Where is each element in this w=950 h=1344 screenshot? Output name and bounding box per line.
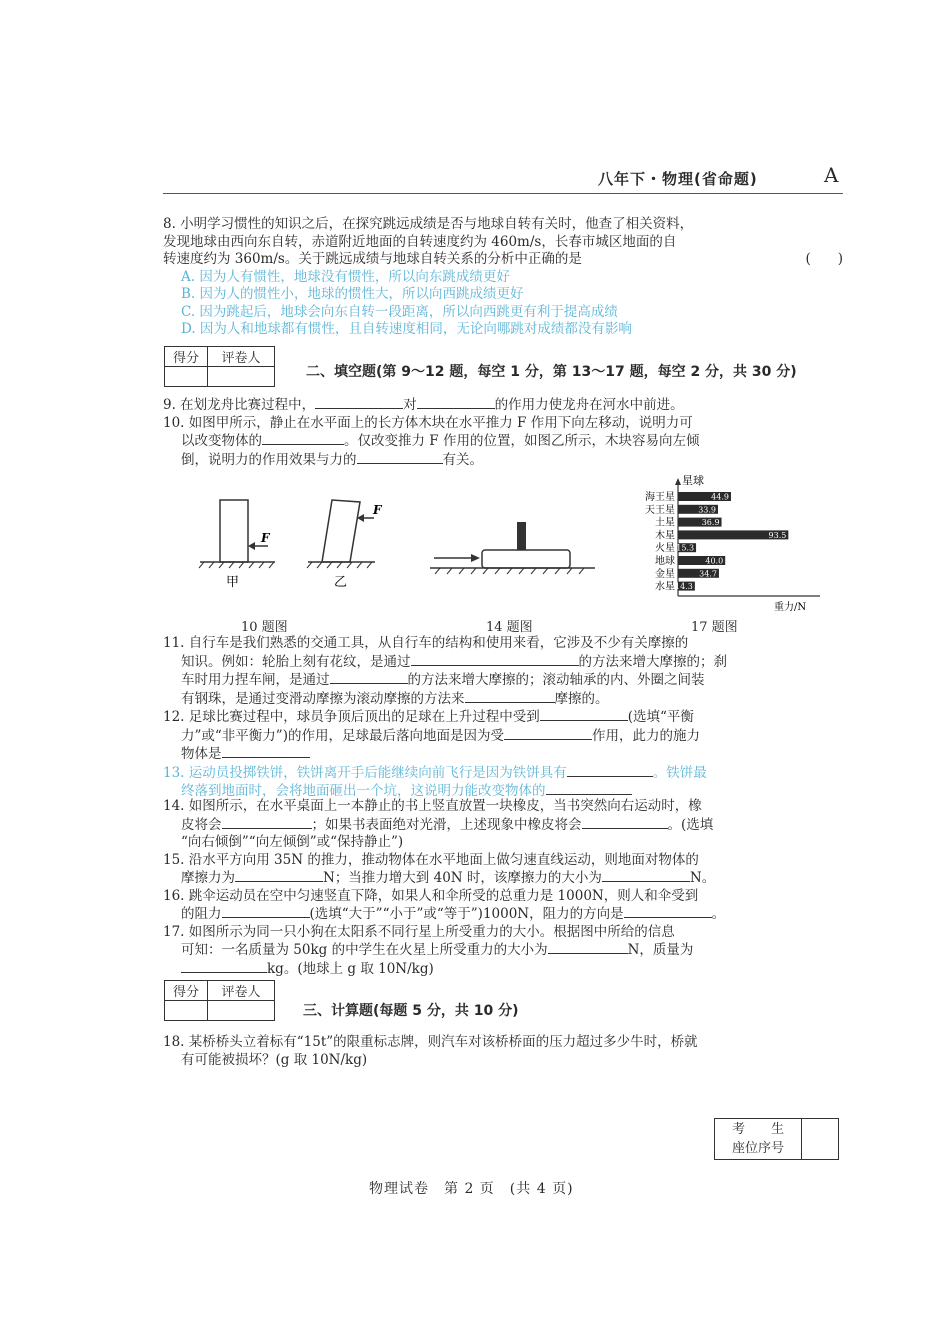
q11-text-2b: 的方法来增大摩擦的；刹 xyxy=(578,653,727,670)
chart-category-label: 土星 xyxy=(655,517,675,529)
q17-line-1: 17. 如图所示为同一只小狗在太阳系不同行星上所受重力的大小。根据图中所给的信息 xyxy=(163,923,675,940)
q11-blank-2 xyxy=(330,671,408,684)
chart-x-axis-label: 重力/N xyxy=(774,602,807,613)
paper-version-letter: A xyxy=(824,163,839,187)
q11-blank-1 xyxy=(411,653,579,666)
question-18 xyxy=(163,1034,843,1069)
q10-text-2a: 以改变物体的 xyxy=(181,433,262,449)
q17-text-2b: N，质量为 xyxy=(627,942,694,958)
q14-text-2b: ；如果书表面绝对光滑，上述现象中橡皮将会 xyxy=(311,816,582,833)
q10-text-3a: 倒，说明力的作用效果与力的 xyxy=(181,451,357,468)
q11-text-3a: 车时用力捏车闸，是通过 xyxy=(181,672,330,688)
q9-text-b: 对 xyxy=(403,397,417,413)
q14-text-2a: 皮将会 xyxy=(181,816,222,833)
q15-blank-2 xyxy=(602,869,690,882)
q10-blank-2 xyxy=(357,451,443,464)
score-cell xyxy=(165,367,208,387)
q12-blank-3 xyxy=(222,745,310,758)
q9-text-c: 的作用力使龙舟在河水中前进。 xyxy=(494,397,684,413)
question-11-13 xyxy=(163,635,843,801)
grader-label-3: 评卷人 xyxy=(208,981,275,1001)
q16-text-2a: 的阻力 xyxy=(181,906,222,922)
chart-value-label: 15.3 xyxy=(676,543,695,553)
q11-blank-3 xyxy=(465,690,555,703)
q17-blank-2 xyxy=(181,960,267,973)
q12-text-2a: 力”或“非平衡力”)的作用，足球最后落向地面是因为受 xyxy=(181,727,504,744)
q14-blank-2 xyxy=(582,816,668,829)
chart-value-label: 40.0 xyxy=(705,556,724,566)
q16-text-2b: (选填“大于”“小于”或“等于”)1000N，阻力的方向是 xyxy=(309,906,624,922)
q8-option-a: A. 因为人有惯性，地球没有惯性，所以向东跳成绩更好 xyxy=(181,268,510,285)
q11-text-4a: 有钢珠，是通过变滑动摩擦为滚动摩擦的方法来 xyxy=(181,690,465,707)
q9-blank-2 xyxy=(417,396,495,409)
q13-text-1a: 13. 运动员投掷铁饼，铁饼离开手后能继续向前飞行是因为铁饼具有 xyxy=(163,764,567,781)
seat-label-line-1: 考 生 xyxy=(731,1122,784,1137)
question-9-10 xyxy=(163,396,843,469)
question-9 xyxy=(163,396,843,415)
q13-text-1b: 。铁饼最 xyxy=(652,764,707,781)
fig10-caption: 10 题图 xyxy=(241,620,288,635)
score-label: 得分 xyxy=(165,347,208,367)
q16-line-1: 16. 跳伞运动员在空中匀速竖直下降，如果人和伞所受的总重力是 1000N，则人和伞受到 xyxy=(163,887,699,904)
q11-text-4b: 摩擦的。 xyxy=(554,690,609,707)
figures-10-14 xyxy=(190,490,610,600)
q14-line-1: 14. 如图所示，在水平桌面上一本静止的书上竖直放置一块橡皮，当书突然向右运动时，橡 xyxy=(163,798,702,814)
fig17-caption: 17 题图 xyxy=(691,620,738,635)
section-3-title: 三、计算题(每题 5 分，共 10 分) xyxy=(303,1003,519,1019)
q10-text-2b: 。仅改变推力 F 作用的位置，如图乙所示，木块容易向左倾 xyxy=(344,433,700,449)
q10-line-1: 10. 如图甲所示，静止在水平面上的长方体木块在水平推力 F 作用下向左移动，说明力可 xyxy=(163,414,693,431)
fig10-label-yi: 乙 xyxy=(334,575,348,590)
chart-value-label: 44.9 xyxy=(711,492,729,502)
q12-blank-1 xyxy=(540,708,628,721)
score-box-section-3 xyxy=(164,980,275,1021)
q8-option-b: B. 因为人的惯性小，地球的惯性大，所以向西跳成绩更好 xyxy=(181,286,524,302)
chart-category-label: 木星 xyxy=(655,530,675,542)
chart-category-label: 地球 xyxy=(655,556,675,567)
chart-category-label: 火星 xyxy=(655,543,675,555)
fig14-book-and-eraser xyxy=(430,522,595,574)
seat-number-cell xyxy=(802,1119,839,1160)
chart-y-axis-arrow xyxy=(675,478,681,485)
q15-blank-1 xyxy=(235,869,323,882)
q11-text-3b: 的方法来增大摩擦的；滚动轴承的内、外圈之间装 xyxy=(407,672,705,688)
q12-blank-2 xyxy=(504,727,592,740)
q13-blank-1 xyxy=(567,764,653,777)
q8-answer-paren: ( ) xyxy=(805,251,843,267)
q8-line-1: 8. 小明学习惯性的知识之后，在探究跳远成绩是否与地球自转有关时，他查了相关资料， xyxy=(163,216,694,232)
chart-category-label: 水星 xyxy=(655,581,675,593)
q16-text-2c: 。 xyxy=(711,906,726,922)
q9-text-a: 9. 在划龙舟比赛过程中， xyxy=(163,397,316,413)
q17-blank-1 xyxy=(548,941,628,954)
q12-text-1a: 12. 足球比赛过程中，球员争顶后顶出的足球在上升过程中受到 xyxy=(163,709,540,725)
chart-value-label: 34.7 xyxy=(699,569,717,579)
q17-text-2a: 可知：一名质量为 50kg 的中学生在火星上所受重力的大小为 xyxy=(181,942,548,958)
grader-label: 评卷人 xyxy=(208,347,275,367)
q8-option-d: D. 因为人和地球都有惯性，且自转速度相同，无论向哪跳对成绩都没有影响 xyxy=(181,321,632,337)
q13-text-2a: 终落到地面时，会将地面砸出一个坑，这说明力能改变物体的 xyxy=(181,783,546,799)
chart-category-label: 天王星 xyxy=(645,504,675,516)
section-2-title: 二、填空题(第 9～12 题，每空 1 分，第 13～17 题，每空 2 分，共 30 分) xyxy=(306,364,797,380)
fig17-gravity-bar-chart xyxy=(620,470,840,615)
q12-text-3a: 物体是 xyxy=(181,746,222,762)
seat-label-line-2: 座位序号 xyxy=(731,1141,784,1156)
q10-blank-1 xyxy=(262,432,344,445)
chart-category-label: 海王星 xyxy=(645,492,675,503)
chart-category-label: 金星 xyxy=(655,568,675,580)
q16-blank-2 xyxy=(624,905,712,918)
q8-line-3: 转速度约为 360m/s。关于跳远成绩与地球自转关系的分析中正确的是 xyxy=(163,251,582,267)
q10-text-3b: 有关。 xyxy=(442,451,483,468)
page-footer: 物理试卷 第 2 页 (共 4 页) xyxy=(369,1181,574,1197)
chart-y-axis-label: 星球 xyxy=(682,474,704,487)
q15-line-1: 15. 沿水平方向用 35N 的推力，推动物体在水平地面上做匀速直线运动，则地面对物体的 xyxy=(163,851,699,868)
q12-text-2b: 作用，此力的施力 xyxy=(591,727,700,744)
q17-text-3b: kg。(地球上 g 取 10N/kg) xyxy=(267,960,434,977)
seat-number-box xyxy=(714,1118,839,1160)
q16-blank-1 xyxy=(222,905,310,918)
q8-line-2: 发现地球由西向东自转，赤道附近地面的自转速度约为 460m/s，长春市城区地面的自 xyxy=(163,233,677,250)
q14-line-3: “向右倾倒”“向左倾倒”或“保持静止”) xyxy=(181,834,404,850)
q8-option-c: C. 因为跳起后，地球会向东自转一段距离，所以向西跳更有利于提高成绩 xyxy=(181,303,618,320)
question-14-17 xyxy=(163,798,843,978)
page-header-title: 八年下・物理(省命题) xyxy=(598,170,758,188)
fig10-force-label-yi: F xyxy=(373,503,382,517)
grader-cell xyxy=(208,367,275,387)
q11-text-2a: 知识。例如：轮胎上刻有花纹，是通过 xyxy=(181,653,411,670)
fig14-caption: 14 题图 xyxy=(486,620,533,635)
q12-text-1b: (选填“平衡 xyxy=(627,709,694,725)
q9-blank-1 xyxy=(315,396,403,409)
q15-text-2c: N。 xyxy=(689,870,716,886)
chart-value-label: 33.9 xyxy=(698,505,717,515)
chart-value-label: 14.3 xyxy=(675,582,693,592)
chart-value-label: 93.5 xyxy=(768,530,787,540)
chart-value-label: 36.9 xyxy=(701,518,720,528)
header-divider xyxy=(163,193,843,194)
score-cell-3 xyxy=(165,1001,208,1021)
q14-text-2c: 。(选填 xyxy=(667,816,714,833)
q11-line-1: 11. 自行车是我们熟悉的交通工具，从自行车的结构和使用来看，它涉及不少有关摩擦的 xyxy=(163,635,689,651)
q14-blank-1 xyxy=(222,816,312,829)
score-box-section-2 xyxy=(164,346,275,387)
question-8 xyxy=(163,216,843,339)
q15-text-2b: N；当推力增大到 40N 时，该摩擦力的大小为 xyxy=(323,870,602,886)
fig10-label-jia: 甲 xyxy=(226,575,240,590)
fig10-force-label-jia: F xyxy=(261,531,270,545)
grader-cell-3 xyxy=(208,1001,275,1021)
q18-line-2: 有可能被损坏？(g 取 10N/kg) xyxy=(181,1051,368,1068)
q15-text-2a: 摩擦力为 xyxy=(181,870,235,886)
q18-line-1: 18. 某桥桥头立着标有“15t”的限重标志牌，则汽车对该桥桥面的压力超过多少牛时，桥就 xyxy=(163,1034,698,1050)
fig10-block-yi xyxy=(307,500,375,568)
q13-blank-2 xyxy=(546,782,632,795)
score-label-3: 得分 xyxy=(165,981,208,1001)
